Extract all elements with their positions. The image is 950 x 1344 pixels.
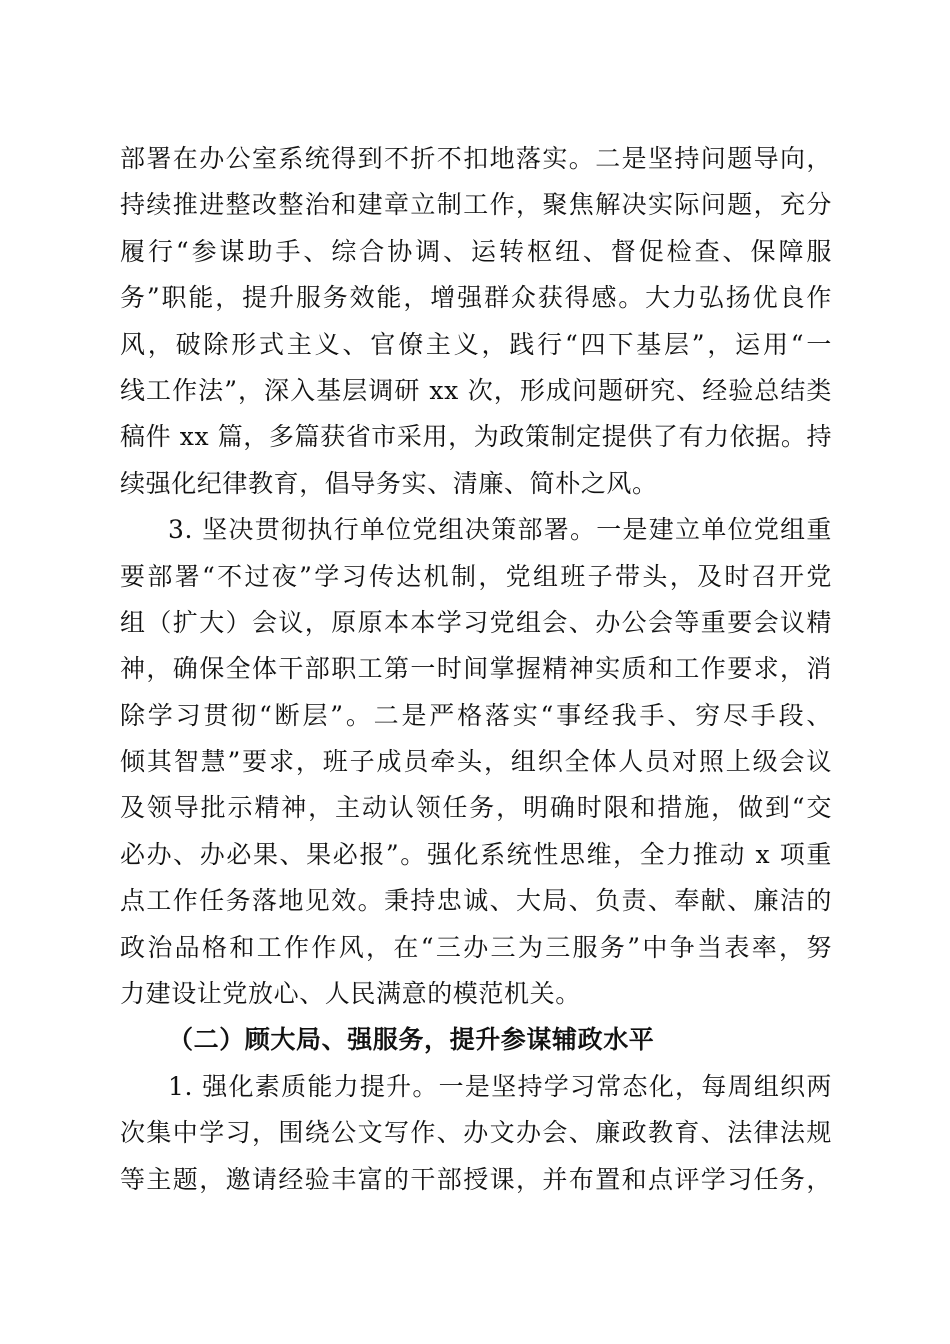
paragraph-item-3	[120, 507, 832, 1017]
paragraph-continuation	[120, 136, 832, 507]
text-line: 要部署“不过夜”学习传达机制，党组班子带头，及时召开党	[120, 561, 832, 591]
text-line: 3. 坚决贯彻执行单位党组决策部署。一是建立单位党组重	[168, 515, 832, 545]
text-line: 力建设让党放心、人民满意的模范机关。	[120, 979, 581, 1009]
text-line: 1. 强化素质能力提升。一是坚持学习常态化，每周组织两	[168, 1071, 832, 1101]
text-line: 等主题，邀请经验丰富的干部授课，并布置和点评学习任务，	[120, 1164, 832, 1194]
text-line: 倾其智慧”要求，班子成员牵头，组织全体人员对照上级会议	[120, 747, 832, 777]
text-line: 线工作法”，深入基层调研 xx 次，形成问题研究、经验总结类	[120, 375, 832, 405]
text-line: 政治品格和工作作风，在“三办三为三服务”中争当表率，努	[120, 932, 832, 962]
text-line: 及领导批示精神，主动认领任务，明确时限和措施，做到“交	[120, 793, 832, 823]
paragraph-item-1	[120, 1064, 832, 1203]
text-line: 履行“参谋助手、综合协调、运转枢纽、督促检查、保障服	[120, 236, 832, 266]
text-line: 次集中学习，围绕公文写作、办文办会、廉政教育、法律法规	[120, 1118, 832, 1148]
text-line: 神，确保全体干部职工第一时间掌握精神实质和工作要求，消	[120, 654, 832, 684]
section-heading: （二）顾大局、强服务，提升参谋辅政水平	[168, 1025, 655, 1055]
text-line: 持续推进整改整治和建章立制工作，聚焦解决实际问题，充分	[120, 190, 832, 220]
text-line: 除学习贯彻“断层”。二是严格落实“事经我手、穷尽手段、	[120, 700, 832, 730]
text-line: 续强化纪律教育，倡导务实、清廉、简朴之风。	[120, 468, 658, 498]
document-body	[120, 136, 832, 1203]
text-line: 稿件 xx 篇，多篇获省市采用，为政策制定提供了有力依据。持	[120, 422, 833, 452]
text-line: 风，破除形式主义、官僚主义，践行“四下基层”，运用“一	[120, 329, 832, 359]
text-line: 组（扩大）会议，原原本本学习党组会、办公会等重要会议精	[120, 607, 832, 637]
text-line: 部署在办公室系统得到不折不扣地落实。二是坚持问题导向，	[120, 144, 832, 173]
text-line: 务”职能，提升服务效能，增强群众获得感。大力弘扬优良作	[120, 283, 832, 313]
text-line: 必办、办必果、果必报”。强化系统性思维，全力推动 x 项重	[120, 839, 832, 869]
text-line: 点工作任务落地见效。秉持忠诚、大局、负责、奉献、廉洁的	[120, 886, 832, 916]
